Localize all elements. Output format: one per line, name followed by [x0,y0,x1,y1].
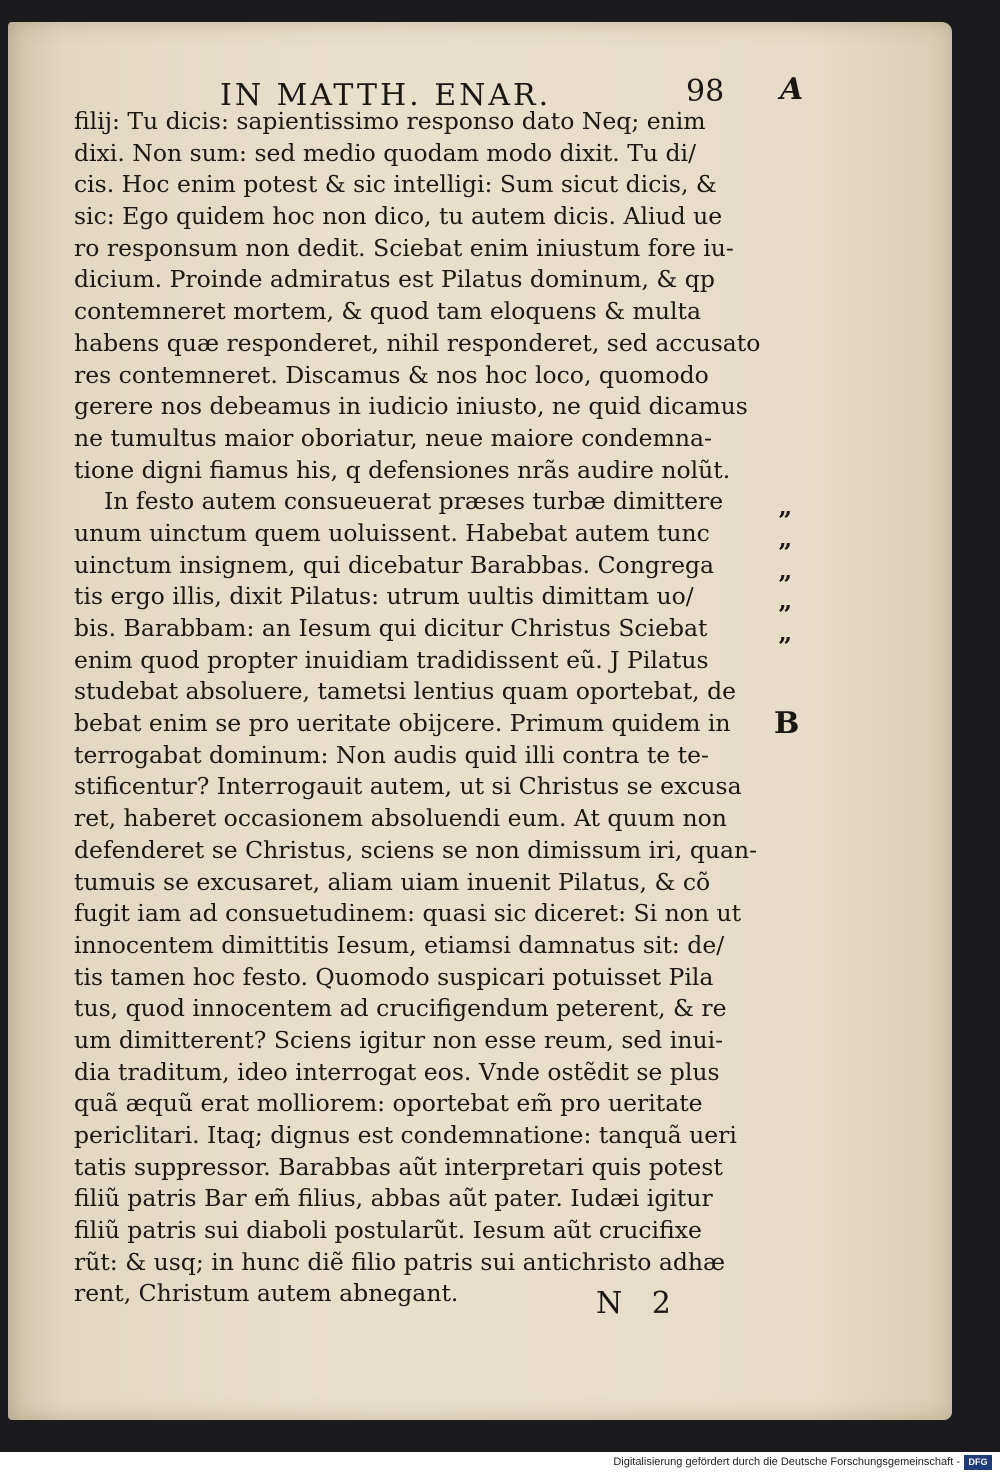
text-line: quã æquũ erat molliorem: oportebat em̃ pro ueritate [74,1089,703,1118]
text-line: In festo autem consueuerat præses turbæ dimittere [104,487,724,516]
text-line: gerere nos debeamus in iudicio iniusto, ne quid dicamus [74,392,748,421]
text-line: tatis suppressor. Barabbas aũt interpretari quis potest [74,1152,723,1181]
text-line: bis. Barabbam: an Iesum qui dicitur Christus Sciebat [74,614,708,642]
text-line: contemneret mortem, & quod tam eloquens & multa [74,297,701,326]
running-title: IN MATTH. ENAR. [220,78,552,113]
text-line: tus, quod innocentem ad crucifigendum peterent, & re [74,994,727,1023]
text-line: dixi. Non sum: sed medio quodam modo dixit. Tu di/ [74,138,696,167]
text-line: dicium. Proinde admiratus est Pilatus dominum, & qp [74,265,715,294]
marginal-quote-mark: ” [778,632,792,661]
text-line: rent, Christum autem abnegant. [74,1279,459,1308]
text-line: filij: Tu dicis: sapientissimo responso dato Neq; enim [74,107,706,135]
text-line: habens quæ responderet, nihil responderet, sed accusato [74,328,761,357]
text-line: uinctum insignem, qui dicebatur Barabbas. Congrega [74,550,715,579]
text-line: um dimitterent? Sciens igitur non esse reum, sed inui- [74,1025,724,1054]
text-line: stificentur? Interrogauit autem, ut si Christus se excusa [74,772,742,801]
text-line: filiũ patris Bar em̃ filius, abbas aũt pater. Iudæi igitur [74,1184,713,1213]
text-line: ret, haberet occasionem absoluendi eum. At quum non [74,804,727,833]
body-text [74,106,794,1310]
text-line: terrogabat dominum: Non audis quid illi contra te te- [74,740,709,769]
text-line: studebat absoluere, tametsi lentius quam oportebat, de [74,677,737,706]
text-line: filiũ patris sui diaboli postularũt. Iesum aũt crucifixe [74,1216,702,1245]
marginal-quote-mark: ” [778,570,792,599]
text-line: tis tamen hoc festo. Quomodo suspicari potuisset Pila [74,962,714,991]
marginal-quote-mark: ” [778,506,792,535]
text-line: unum uinctum quem uoluissent. Habebat autem tunc [74,518,710,547]
text-line: dia traditum, ideo interrogat eos. Vnde ostẽdit se plus [74,1057,720,1086]
text-line: sic: Ego quidem hoc non dico, tu autem dicis. Aliud ue [74,202,723,231]
text-line: cis. Hoc enim potest & sic intelligi: Sum sicut dicis, & [74,170,717,199]
footer-bar [0,1452,1000,1474]
text-line: ne tumultus maior oboriatur, neue maiore condemna- [74,423,712,452]
text-line: tione digni fiamus his, q defensiones nrãs audire nolũt. [74,455,731,484]
dfg-logo-icon: DFG [964,1455,992,1470]
text-line: ro responsum non dedit. Sciebat enim iniustum fore iu- [74,233,734,262]
marginal-quote-mark: ” [778,538,792,567]
text-line: tis ergo illis, dixit Pilatus: utrum uultis dimittam uo/ [74,582,694,611]
signature-mark: N 2 [596,1286,681,1321]
text-line: innocentem dimittitis Iesum, etiamsi damnatus sit: de/ [74,930,725,959]
marginal-letter-b: B [774,706,800,741]
text-line: rũt: & usq; in hunc diẽ filio patris sui antichristo adhæ [74,1247,726,1276]
text-line: res contemneret. Discamus & nos hoc loco, quomodo [74,360,709,389]
text-line: enim quod propter inuidiam tradidissent eũ. J Pilatus [74,645,709,674]
text-line: tumuis se excusaret, aliam uiam inuenit Pilatus, & cõ [74,867,711,896]
text-line: defenderet se Christus, sciens se non dimissum iri, quan- [74,835,758,864]
text-line: periclitari. Itaq; dignus est condemnatione: tanquã ueri [74,1121,737,1149]
text-line: fugit iam ad consuetudinem: quasi sic diceret: Si non ut [74,899,742,928]
marginal-letter-a: A [780,72,804,107]
marginal-quote-mark: ” [778,600,792,629]
folio-number: 98 [686,74,725,109]
funding-credit: Digitalisierung gefördert durch die Deutsche Forschungsgemeinschaft - [613,1456,960,1468]
text-line: bebat enim se pro ueritate obijcere. Primum quidem in [74,709,731,738]
